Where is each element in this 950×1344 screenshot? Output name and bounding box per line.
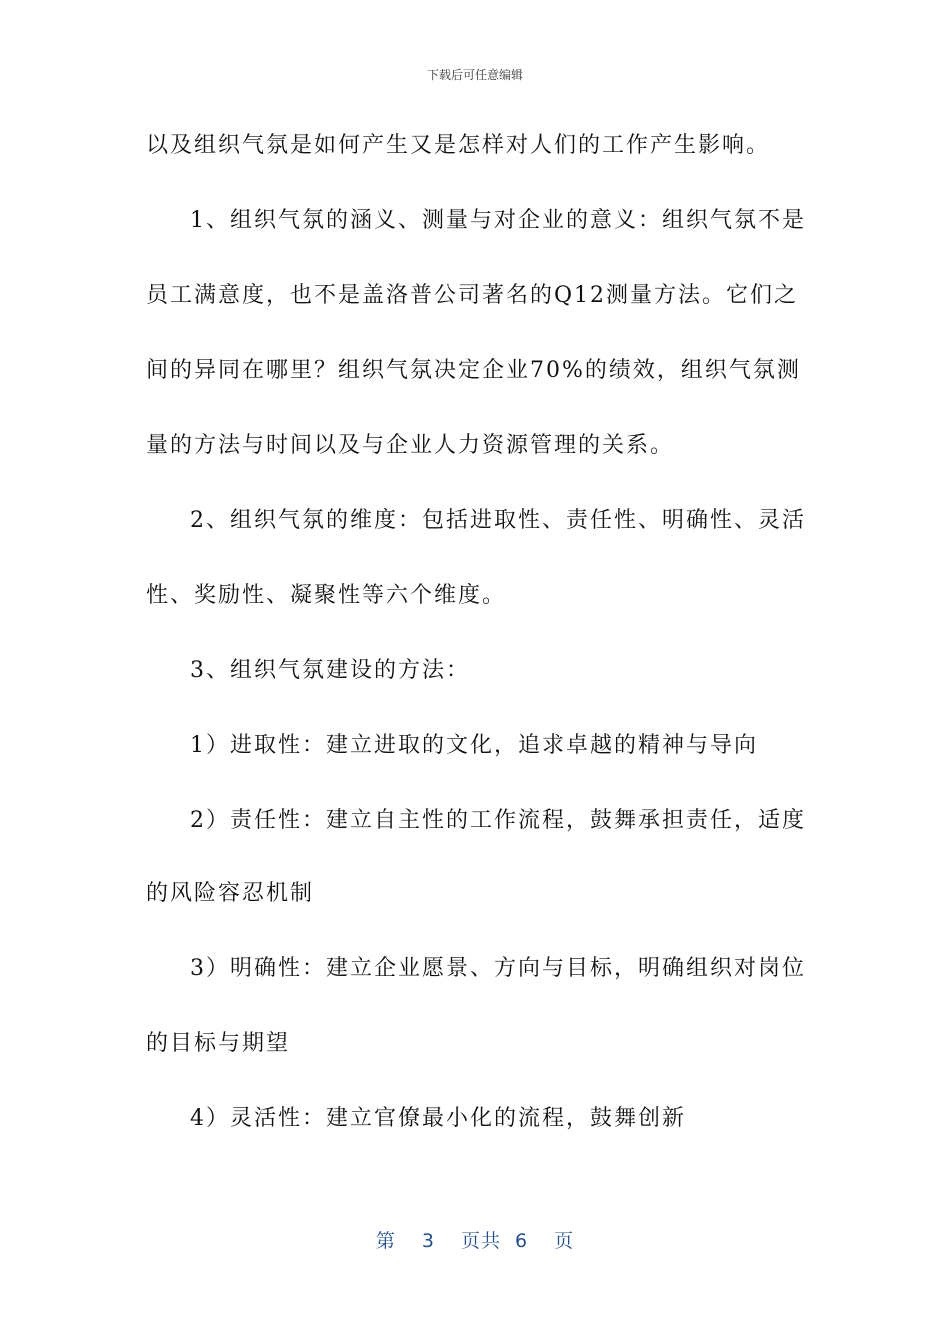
text-line: 员工满意度，也不是盖洛普公司著名的Q12测量方法。它们之 — [146, 283, 799, 308]
text-line: 的目标与期望 — [146, 1031, 291, 1056]
text-line: 1、组织气氛的涵义、测量与对企业的意义：组织气氛不是 — [190, 208, 806, 233]
footer-suffix: 页 — [554, 1230, 575, 1252]
text-line: 的风险容忍机制 — [146, 881, 315, 906]
text-line: 2）责任性：建立自主性的工作流程，鼓舞承担责任，适度 — [190, 808, 806, 833]
text-line: 量的方法与时间以及与企业人力资源管理的关系。 — [146, 433, 675, 458]
text-line: 性、奖励性、凝聚性等六个维度。 — [146, 583, 507, 608]
text-line: 4）灵活性：建立官僚最小化的流程，鼓舞创新 — [190, 1106, 686, 1131]
current-page-number: 3 — [421, 1230, 435, 1252]
text-line: 3、组织气氛建设的方法： — [190, 658, 470, 683]
text-line: 间的异同在哪里？组织气氛决定企业70%的绩效，组织气氛测 — [146, 358, 801, 383]
footer-middle: 页共 — [460, 1230, 501, 1252]
total-page-count: 6 — [515, 1230, 529, 1252]
page-header-note: 下载后可任意编辑 — [426, 68, 523, 82]
page-number-footer — [0, 1226, 950, 1253]
text-line: 2、组织气氛的维度：包括进取性、责任性、明确性、灵活 — [190, 508, 806, 533]
footer-prefix: 第 — [375, 1230, 396, 1252]
text-line: 1）进取性：建立进取的文化，追求卓越的精神与导向 — [190, 733, 758, 758]
text-line: 3）明确性：建立企业愿景、方向与目标，明确组织对岗位 — [190, 956, 806, 981]
text-line: 以及组织气氛是如何产生又是怎样对人们的工作产生影响。 — [146, 133, 771, 158]
